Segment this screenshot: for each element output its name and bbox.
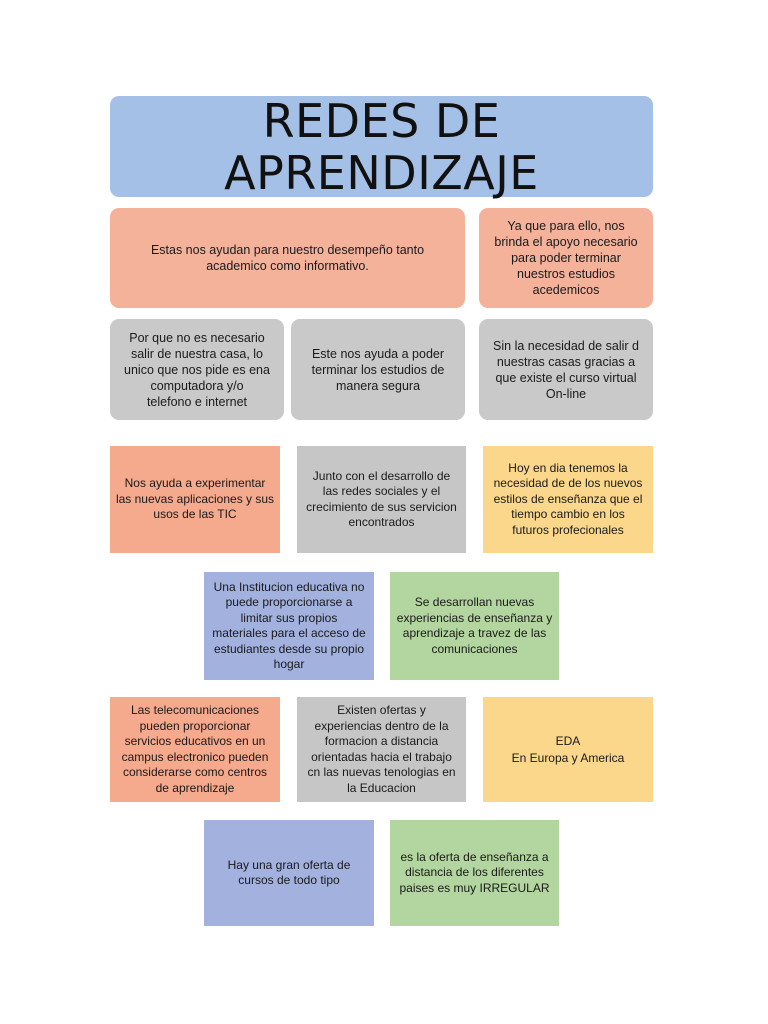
concept-box-12-text: Existen ofertas y experiencias dentro de la formacion a distancia orientadas hacia el trabajo cn las nuevas tenologias en la Educacion — [307, 703, 456, 795]
concept-box-7 — [297, 446, 466, 553]
concept-box-6 — [110, 446, 280, 553]
concept-box-6-text: Nos ayuda a experimentar las nuevas aplicaciones y sus usos de las TIC — [115, 476, 275, 522]
diagram-title — [110, 93, 653, 200]
concept-box-4-text: Este nos ayuda a poder terminar los estudios de manera segura — [311, 346, 445, 393]
concept-box-15-text: es la oferta de enseñanza a distancia de los diferentes paises es muy IRREGULAR — [399, 849, 550, 895]
concept-box-7-text: Junto con el desarrollo de las redes sociales y el crecimiento de sus servicion encontrados — [306, 468, 457, 529]
concept-box-3-text: Por que no es necesario salir de nuestra casa, lo unico que nos pide es ena computadora y/o telefono e internet — [124, 330, 270, 409]
concept-box-3 — [110, 319, 284, 420]
concept-box-11-text: Las telecomunicaciones pueden proporcionar servicios educativos en un campus electronico pueden considerarse como centros de aprendizaje — [121, 703, 269, 795]
concept-box-8 — [483, 446, 653, 553]
concept-box-10 — [390, 572, 559, 680]
concept-box-13 — [483, 697, 653, 802]
concept-box-10-text: Se desarrollan nuevas experiencias de enseñanza y aprendizaje a travez de las comunicaciones — [396, 595, 553, 656]
concept-box-5 — [479, 319, 653, 420]
concept-box-14 — [204, 820, 374, 926]
concept-box-1 — [110, 208, 465, 308]
concept-box-5-text: Sin la necesidad de salir d nuestras casas gracias a que existe el curso virtual On-line — [493, 338, 639, 401]
concept-box-14-text: Hay una gran oferta de cursos de todo tipo — [227, 857, 351, 887]
concept-box-12 — [297, 697, 466, 802]
concept-box-11 — [110, 697, 280, 802]
concept-box-9 — [204, 572, 374, 680]
concept-box-2-text: Ya que para ello, nos brinda el apoyo necesario para poder terminar nuestros estudios acedemicos — [494, 219, 638, 297]
concept-box-2 — [479, 208, 653, 308]
concept-box-15 — [390, 820, 559, 926]
concept-box-13-text: EDA En Europa y America — [511, 733, 625, 765]
concept-box-4 — [291, 319, 465, 420]
concept-box-1-text: Estas nos ayudan para nuestro desempeño tanto academico como informativo. — [150, 243, 425, 273]
concept-box-8-text: Hoy en dia tenemos la necesidad de de los nuevos estilos de enseñanza que el tiempo cambio en los futuros profecionales — [493, 460, 643, 537]
concept-box-9-text: Una Institucion educativa no puede proporcionarse a limitar sus propios materiales para el acceso de estudiantes desde su propio hogar — [212, 579, 366, 671]
diagram-title-text: REDES DE APRENDIZAJE — [224, 93, 539, 200]
